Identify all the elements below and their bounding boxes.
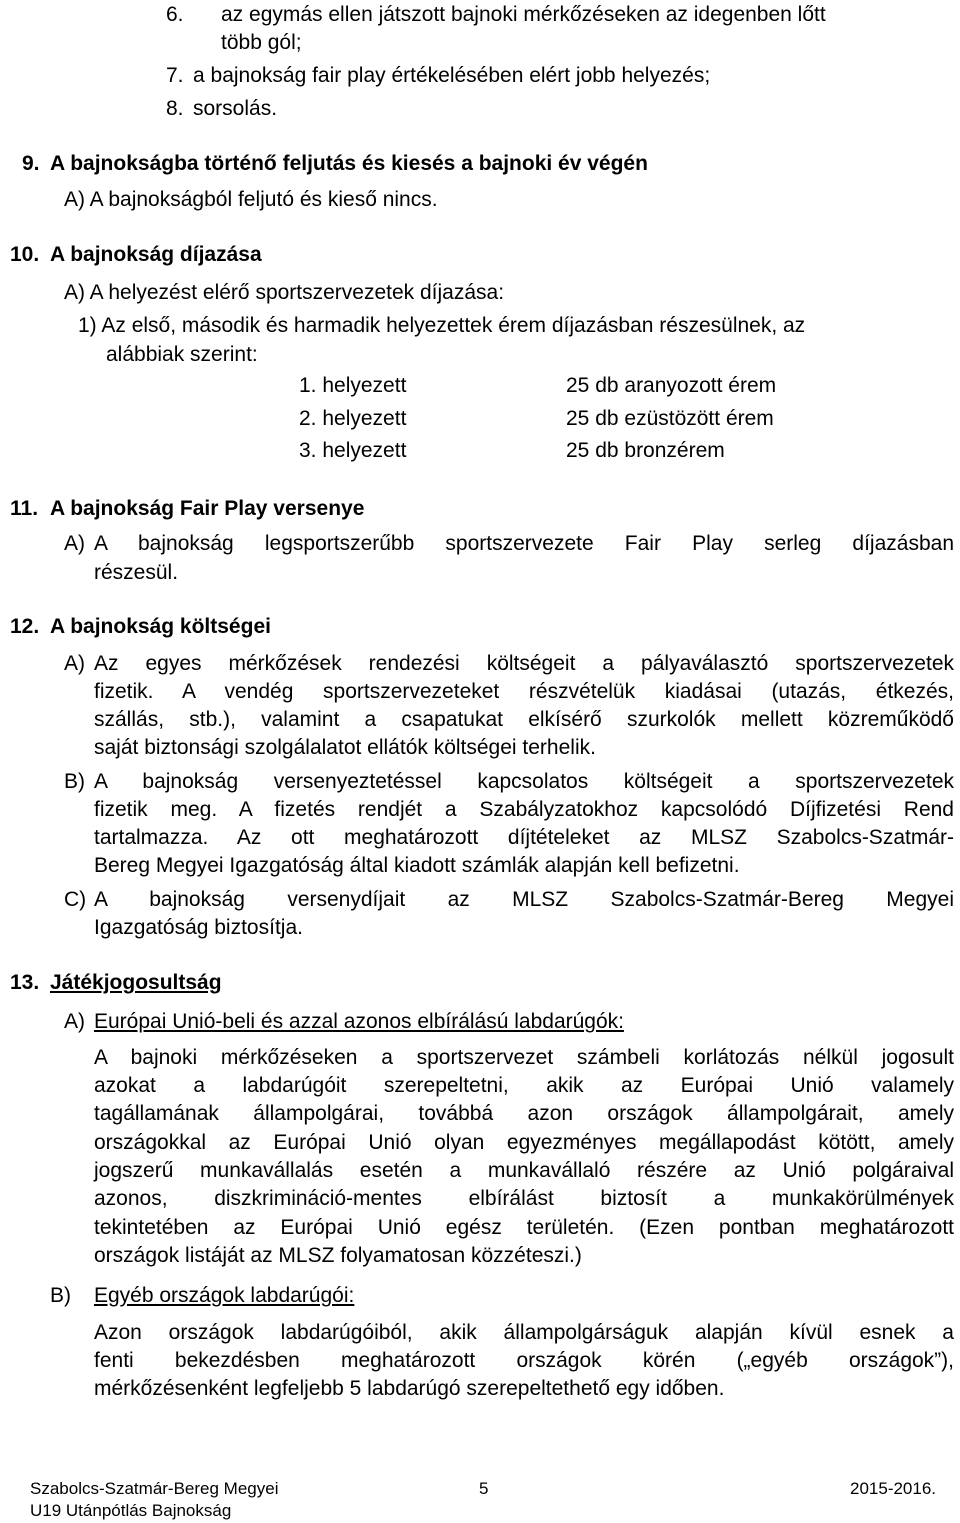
section-paragraph: azonos, diszkrimináció-mentes elbírálást biztosít a munkakörülmények <box>94 1187 954 1210</box>
section-paragraph: Bereg Megyei Igazgatóság által kiadott számlák alapján kell befizetni. <box>94 854 740 877</box>
section-paragraph: mérkőzésenként legfeljebb 5 labdarúgó szerepeltethető egy időben. <box>94 1377 725 1400</box>
footer-league-line1: Szabolcs-Szatmár-Bereg Megyei <box>30 1479 279 1498</box>
paragraph-label: C) <box>64 888 87 911</box>
list-item-text: az egymás ellen játszott bajnoki mérkőzéseken az idegenben lőtt <box>221 3 826 26</box>
section-number: 13. <box>10 971 40 994</box>
subsection-heading: Egyéb országok labdarúgói: <box>94 1284 355 1307</box>
prize-place: 1. helyezett <box>299 374 407 397</box>
section-paragraph: tagállamának állampolgárai, továbbá azon országok állampolgárait, amely <box>94 1102 954 1125</box>
section-paragraph: országok listáját az MLSZ folyamatosan közzéteszi.) <box>94 1244 582 1267</box>
section-paragraph: fenti bekezdésben meghatározott országok körén („egyéb országok”), <box>94 1349 954 1372</box>
paragraph-label: B) <box>50 1284 71 1307</box>
section-paragraph: tartalmazza. Az ott meghatározott díjtételeket az MLSZ Szabolcs-Szatmár- <box>94 826 954 849</box>
section-number: 10. <box>10 243 40 266</box>
list-item-continuation: több gól; <box>221 31 302 54</box>
section-paragraph: A bajnoki mérkőzéseken a sportszervezet számbeli korlátozás nélkül jogosult <box>94 1046 954 1069</box>
section-number: 12. <box>10 615 40 638</box>
section-title: A bajnokság díjazása <box>50 243 262 266</box>
page-number: 5 <box>479 1479 489 1498</box>
prize-description: 25 db ezüstözött érem <box>566 407 774 430</box>
section-number: 9. <box>22 152 40 175</box>
section-title: A bajnokságba történő feljutás és kiesés a bajnoki év végén <box>50 152 648 175</box>
section-paragraph: fizetik. A vendég sportszervezeteket részvételük kiadásai (utazás, étkezés, <box>94 680 954 703</box>
list-item-text: a bajnokság fair play értékelésében elért jobb helyezés; <box>193 64 711 87</box>
section-title: Játékjogosultság <box>50 971 222 994</box>
section-paragraph: Az egyes mérkőzések rendezési költségeit a pályaválasztó sportszervezetek <box>94 652 954 675</box>
section-paragraph: A) A helyezést elérő sportszervezetek díjazása: <box>64 281 505 304</box>
section-paragraph: szállás, stb.), valamint a csapatukat elkísérő szurkolók mellett közreműködő <box>94 708 954 731</box>
list-item-number: 6. <box>166 3 184 26</box>
section-paragraph: azokat a labdarúgóit szerepeltetni, akik az Európai Unió valamely <box>94 1074 954 1097</box>
paragraph-label: B) <box>64 770 85 793</box>
prize-place: 2. helyezett <box>299 407 407 430</box>
section-paragraph: fizetik meg. A fizetés rendjét a Szabályzatokhoz kapcsolódó Díjfizetési Rend <box>94 798 954 821</box>
list-item-number: 8. <box>166 97 184 120</box>
section-number: 11. <box>10 497 39 520</box>
section-paragraph: saját biztonsági szolgálalatot ellátók költségei terhelik. <box>94 736 596 759</box>
section-paragraph: alábbiak szerint: <box>106 343 258 366</box>
list-item-text: sorsolás. <box>193 97 278 120</box>
section-paragraph: országokkal az Európai Unió olyan egyezményes megállapodást kötött, amely <box>94 1131 954 1154</box>
section-paragraph: Azon országok labdarúgóiból, akik állampolgárságuk alapján kívül esnek a <box>94 1321 954 1344</box>
section-paragraph: tekintetében az Európai Unió egész területén. (Ezen pontban meghatározott <box>94 1216 954 1239</box>
paragraph-label: A) <box>64 1010 85 1033</box>
paragraph-label: A) <box>64 532 85 555</box>
section-paragraph: 1) Az első, második és harmadik helyezettek érem díjazásban részesülnek, az <box>78 314 806 337</box>
footer-league-line2: U19 Utánpótlás Bajnokság <box>30 1501 232 1520</box>
prize-description: 25 db bronzérem <box>566 439 725 462</box>
section-paragraph: A bajnokság versenyeztetéssel kapcsolatos költségeit a sportszervezetek <box>94 770 954 793</box>
section-paragraph: jogszerű munkavállalás esetén a munkavállaló részére az Unió polgáraival <box>94 1159 954 1182</box>
prize-description: 25 db aranyozott érem <box>566 374 777 397</box>
section-paragraph: Igazgatóság biztosítja. <box>94 916 303 939</box>
list-item-number: 7. <box>166 64 184 87</box>
subsection-heading: Európai Unió-beli és azzal azonos elbírálású labdarúgók: <box>94 1010 624 1033</box>
paragraph-label: A) <box>64 652 85 675</box>
section-title: A bajnokság Fair Play versenye <box>50 497 365 520</box>
footer-season: 2015-2016. <box>850 1479 937 1498</box>
section-paragraph: A bajnokság versenydíjait az MLSZ Szabolcs-Szatmár-Bereg Megyei <box>94 888 954 911</box>
section-title: A bajnokság költségei <box>50 615 271 638</box>
prize-place: 3. helyezett <box>299 439 407 462</box>
section-paragraph: részesül. <box>94 561 179 584</box>
section-paragraph: A) A bajnokságból feljutó és kieső nincs. <box>64 188 438 211</box>
section-paragraph: A bajnokság legsportszerűbb sportszervezete Fair Play serleg díjazásban <box>94 532 954 555</box>
